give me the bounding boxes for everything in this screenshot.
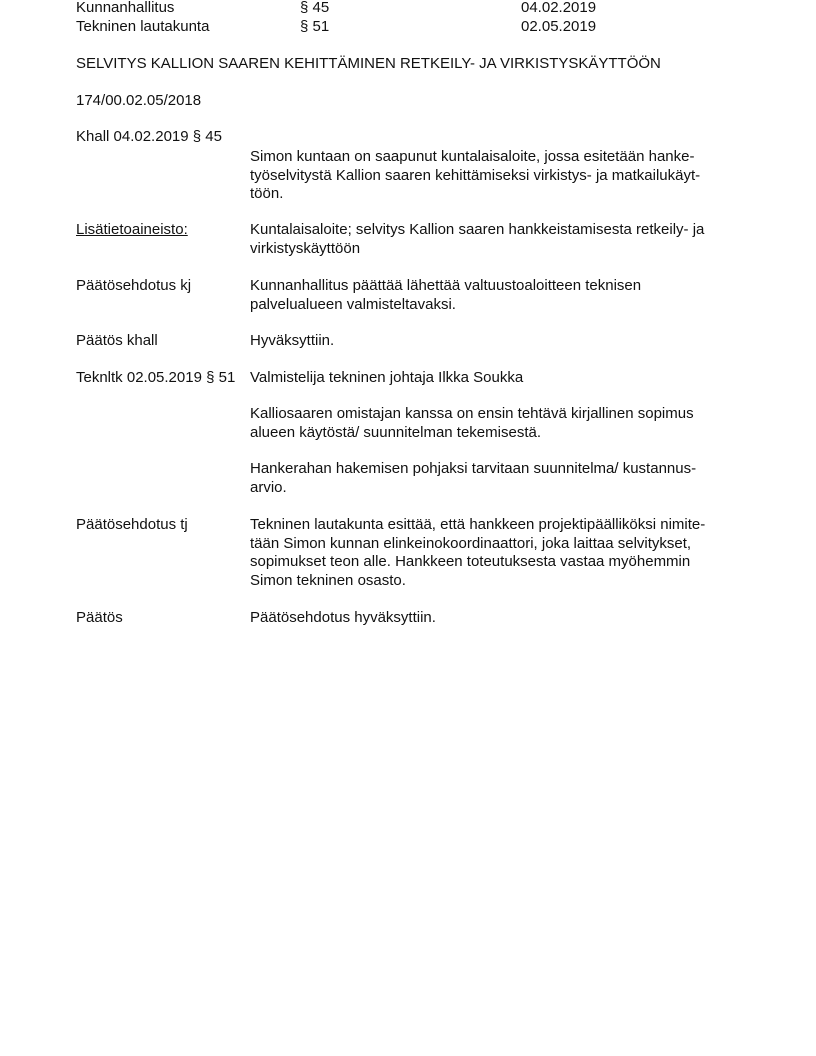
section-label: Päätösehdotus kj bbox=[76, 277, 192, 294]
text-line: Kuntalaisaloite; selvitys Kallion saaren hankkeistamisesta retkeily- ja bbox=[250, 221, 705, 238]
header-section-number: § 51 bbox=[300, 18, 330, 35]
paatos-khall-text: Hyväksyttiin. bbox=[250, 332, 335, 349]
paatos-text: Päätösehdotus hyväksyttiin. bbox=[250, 609, 436, 626]
meeting-header-table bbox=[76, 0, 776, 36]
text-line: virkistyskäyttöön bbox=[250, 239, 361, 257]
document-title: SELVITYS KALLION SAAREN KEHITTÄMINEN RETKEILY- JA VIRKISTYSKÄYTTÖÖN bbox=[76, 55, 661, 72]
text-line: Tekninen lautakunta esittää, että hankkeen projektipäälliköksi nimite- bbox=[250, 516, 706, 533]
paatosehdotus-tj-text bbox=[250, 516, 750, 590]
lisatieto-text bbox=[250, 221, 750, 258]
header-row-tekninen-lautakunta bbox=[76, 17, 776, 36]
header-section-number: § 45 bbox=[300, 0, 330, 16]
text-line: töön. bbox=[250, 185, 284, 202]
section-label: Teknltk 02.05.2019 § 51 bbox=[76, 369, 236, 386]
header-date: 04.02.2019 bbox=[521, 0, 597, 16]
teknltk-preparer: Valmistelija tekninen johtaja Ilkka Soukka bbox=[250, 369, 524, 386]
text-line: alueen käytöstä/ suunnitelman tekemisestä. bbox=[250, 423, 541, 441]
paatosehdotus-kj-text bbox=[250, 277, 750, 314]
header-row-kunnanhallitus bbox=[76, 0, 776, 17]
section-label: Päätös bbox=[76, 609, 123, 626]
text-line: Simon kuntaan on saapunut kuntalaisaloite, jossa esitetään hanke- bbox=[250, 148, 695, 165]
teknltk-paragraph bbox=[250, 460, 750, 497]
teknltk-paragraph bbox=[250, 405, 750, 442]
text-line: sopimukset teon alle. Hankkeen toteutuksesta vastaa myöhemmin bbox=[250, 553, 691, 570]
text-line: palvelualueen valmisteltavaksi. bbox=[250, 295, 456, 313]
khall-intro-text bbox=[250, 148, 750, 204]
text-line: Kalliosaaren omistajan kanssa on ensin tehtävä kirjallinen sopimus bbox=[250, 405, 694, 422]
section-label: Päätös khall bbox=[76, 332, 158, 349]
text-line: Simon tekninen osasto. bbox=[250, 571, 406, 589]
header-body-name: Kunnanhallitus bbox=[76, 0, 175, 16]
text-line: työselvitystä Kallion saaren kehittämiseksi virkistys- ja matkailukäyt- bbox=[250, 166, 701, 184]
header-body-name: Tekninen lautakunta bbox=[76, 18, 210, 35]
section-label: Päätösehdotus tj bbox=[76, 516, 188, 533]
header-date: 02.05.2019 bbox=[521, 18, 597, 35]
section-label: Lisätietoaineisto: bbox=[76, 221, 188, 238]
text-line: Hankerahan hakemisen pohjaksi tarvitaan suunnitelma/ kustannus- bbox=[250, 460, 697, 477]
text-line: Kunnanhallitus päättää lähettää valtuustoaloitteen teknisen bbox=[250, 277, 642, 294]
section-label: Khall 04.02.2019 § 45 bbox=[76, 128, 222, 145]
text-line: tään Simon kunnan elinkeinokoordinaattori, joka laittaa selvitykset, bbox=[250, 534, 692, 552]
text-line: arvio. bbox=[250, 478, 287, 496]
document-number: 174/00.02.05/2018 bbox=[76, 92, 202, 109]
